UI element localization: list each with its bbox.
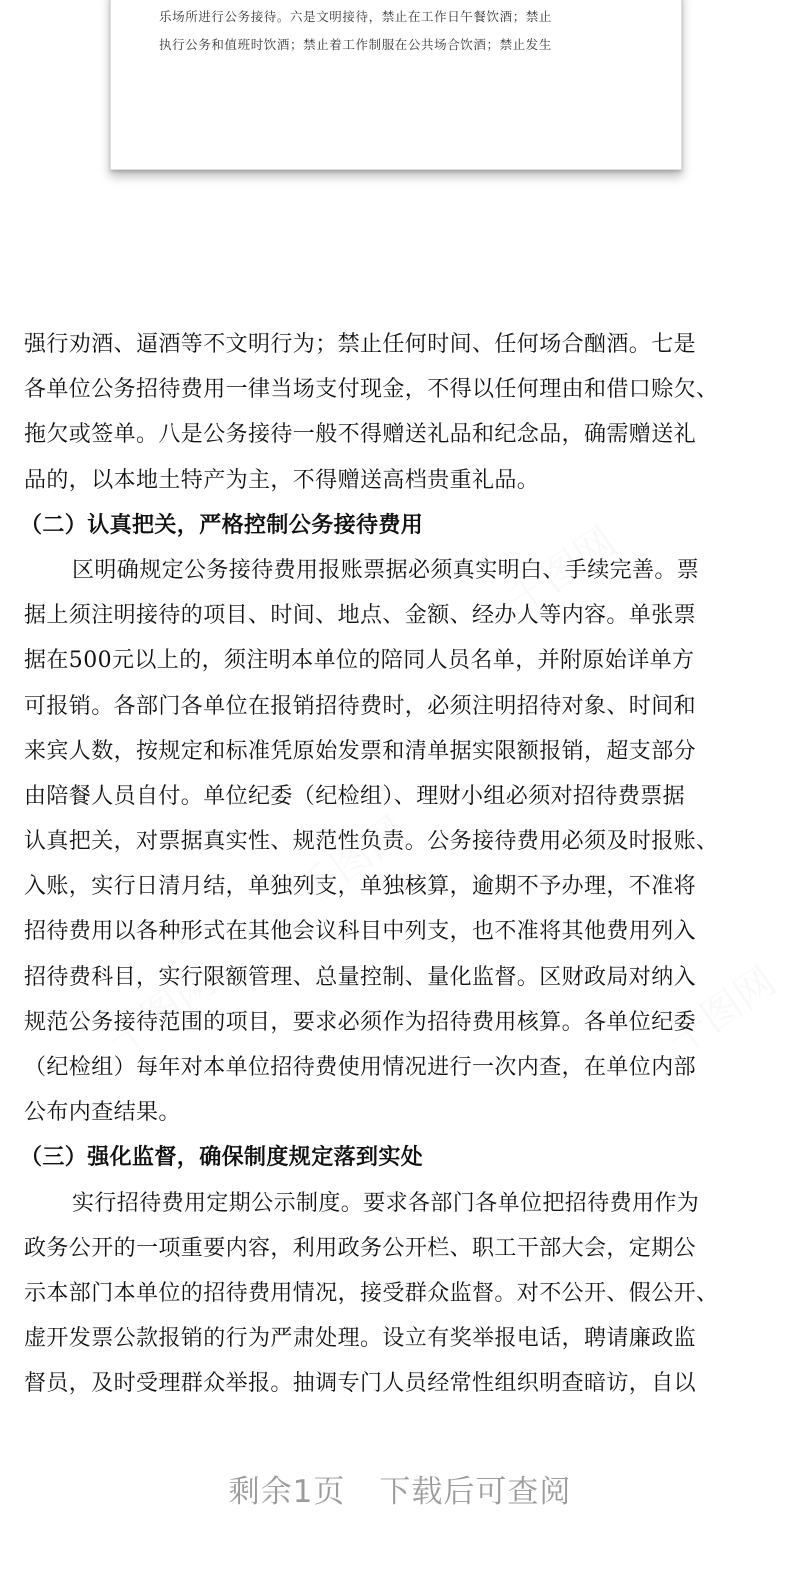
- card-text-line: 乐场所进行公务接待。六是文明接待，禁止在工作日午餐饮酒；禁止: [159, 9, 553, 24]
- paragraph-line: 来宾人数，按规定和标准凭原始发票和清单据实限额报销，超支部分: [24, 738, 697, 764]
- paragraph-line: 实行招待费用定期公示制度。要求各部门各单位把招待费用作为: [72, 1190, 700, 1216]
- watermark: 千图网: [499, 518, 625, 625]
- paragraph-line: 认真把关，对票据真实性、规范性负责。公务接待费用必须及时报账、: [24, 829, 719, 855]
- paragraph-line: 招待费用以各种形式在其他会议科目中列支，也不准将其他费用列入: [24, 919, 697, 945]
- download-prompt[interactable]: [0, 1466, 800, 1511]
- paragraph-line: 督员，及时受理群众举报。抽调专门人员经常性组织明查暗访，自以: [24, 1371, 697, 1397]
- paragraph-line: 各单位公务招待费用一律当场支付现金，不得以任何理由和借口赊欠、: [24, 377, 719, 403]
- watermark: 千图网: [289, 808, 415, 915]
- paragraph-line: 品的，以本地土特产为主，不得赠送高档贵重礼品。: [24, 467, 540, 493]
- paragraph-line: 据上须注明接待的项目、时间、地点、金额、经办人等内容。单张票: [24, 603, 697, 629]
- paragraph-line: 由陪餐人员自付。单位纪委（纪检组）、理财小组必须对招待费票据: [24, 783, 686, 809]
- download-to-view-label[interactable]: 下载后可查阅: [379, 1474, 572, 1510]
- paragraph-line: 据在500元以上的，须注明本单位的陪同人员名单，并附原始详单方: [24, 648, 695, 674]
- paragraph-line: 规范公务接待范围的项目，要求必须作为招待费用核算。各单位纪委: [24, 1009, 697, 1035]
- paragraph-line: 可报销。各部门各单位在报销招待费时，必须注明招待对象、时间和: [24, 693, 697, 719]
- paragraph-line: 公布内查结果。: [24, 1100, 181, 1126]
- paragraph-line: 虚开发票公款报销的行为严肃处理。设立有奖举报电话，聘请廉政监: [24, 1326, 697, 1352]
- paragraph-line: 政务公开的一项重要内容，利用政务公开栏、职工干部大会，定期公: [24, 1235, 697, 1261]
- section-heading: （二）认真把关，严格控制公务接待费用: [20, 511, 424, 538]
- section-heading: （三）强化监督，确保制度规定落到实处: [20, 1144, 424, 1171]
- paragraph-line: （纪检组）每年对本单位招待费使用情况进行一次内查，在单位内部: [24, 1055, 697, 1080]
- paragraph-line: 入账，实行日清月结，单独列支，单独核算，逾期不予办理，不准将: [24, 874, 697, 900]
- paragraph-line: 区明确规定公务接待费用报账票据必须真实明白、手续完善。票: [72, 557, 700, 583]
- document-body: [20, 322, 794, 1407]
- previous-page-card: [110, 0, 682, 170]
- remaining-pages-label[interactable]: 剩余1页: [228, 1474, 346, 1510]
- watermark: 千图网: [659, 958, 785, 1065]
- paragraph-line: 招待费科目，实行限额管理、总量控制、量化监督。区财政局对纳入: [24, 964, 697, 990]
- paragraph-line: 拖欠或签单。八是公务接待一般不得赠送礼品和纪念品，确需赠送礼: [24, 422, 697, 448]
- card-text-line: 执行公务和值班时饮酒；禁止着工作制服在公共场合饮酒；禁止发生: [159, 37, 553, 52]
- paragraph-line: 强行劝酒、逼酒等不文明行为；禁止任何时间、任何场合酗酒。七是: [24, 332, 697, 357]
- watermark: 千图网: [99, 958, 225, 1065]
- paragraph-line: 示本部门本单位的招待费用情况，接受群众监督。对不公开、假公开、: [24, 1280, 719, 1306]
